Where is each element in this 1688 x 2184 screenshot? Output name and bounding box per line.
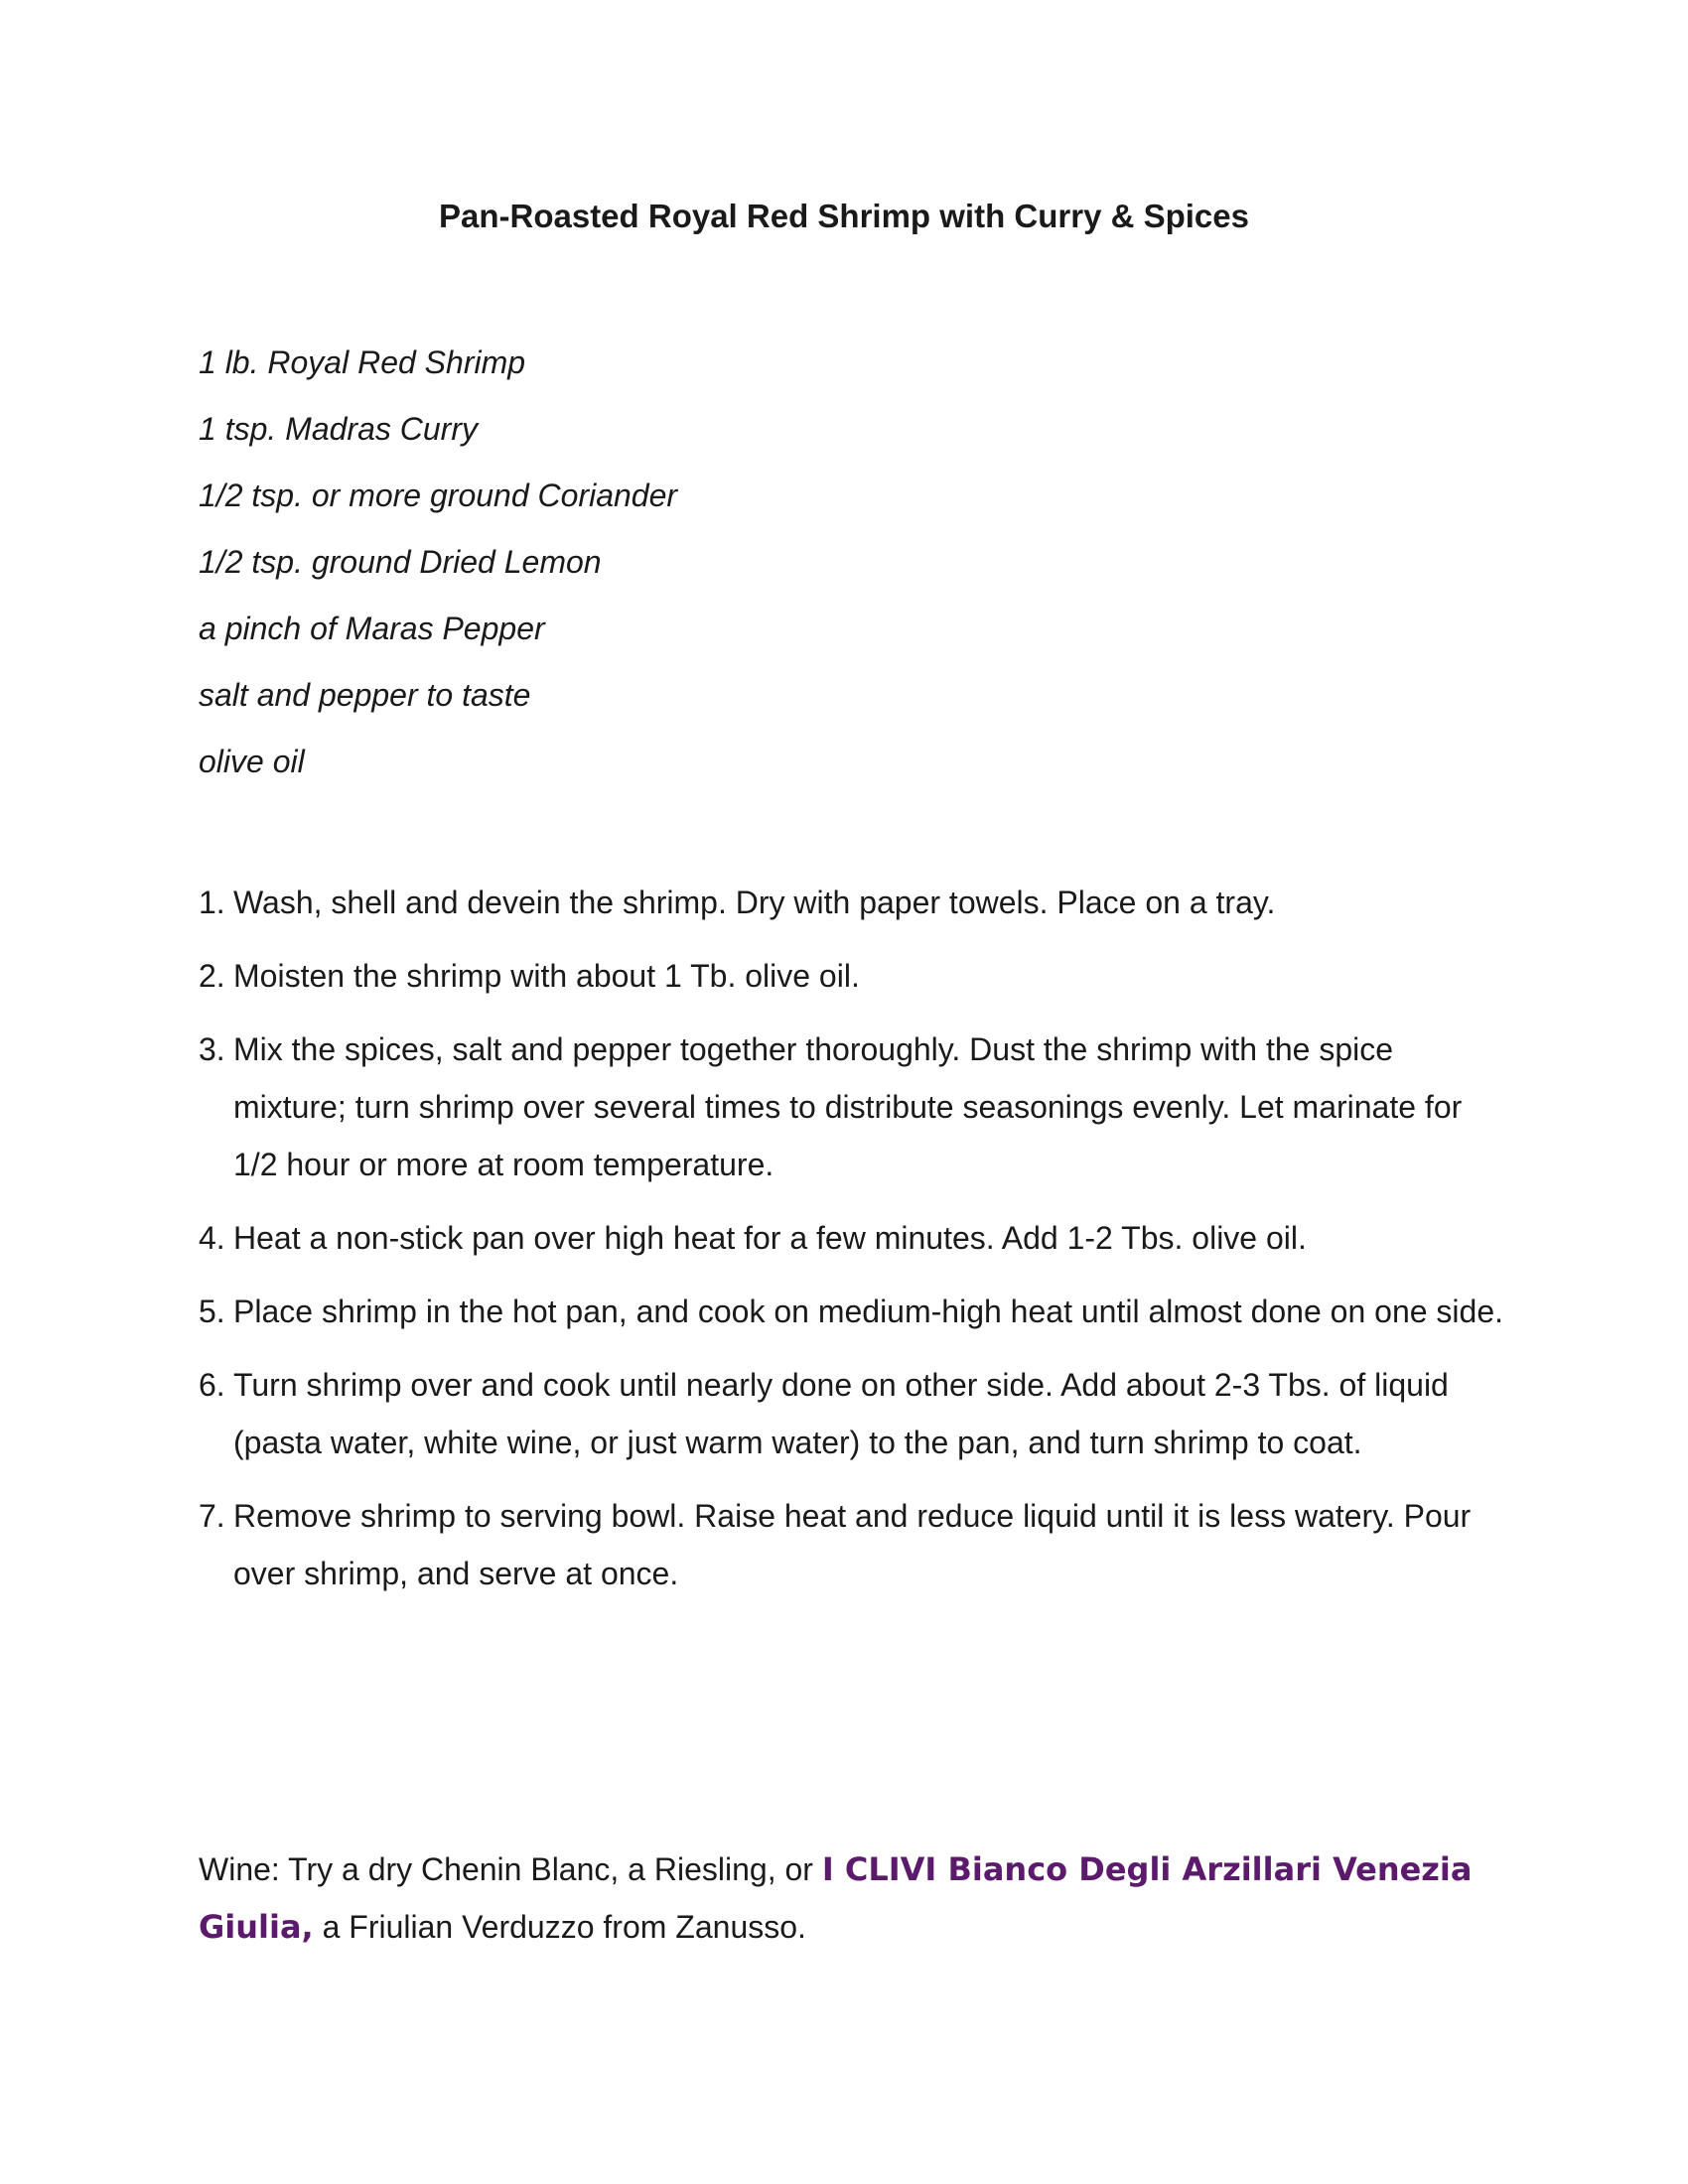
step-number: 7. [199, 1498, 225, 1534]
step-number: 3. [199, 1031, 225, 1067]
step-text: Wash, shell and devein the shrimp. Dry with paper towels. Place on a tray. [233, 885, 1276, 920]
ingredient-item: salt and pepper to taste [199, 677, 531, 713]
step-text: Remove shrimp to serving bowl. Raise heat and reduce liquid until it is less watery. Pour over shrimp, and serve at once. [233, 1498, 1472, 1591]
wine-suffix: a Friulian Verduzzo from Zanusso. [313, 1909, 806, 1945]
instruction-step [199, 1283, 1509, 1340]
step-text: Place shrimp in the hot pan, and cook on medium-high heat until almost done on one side. [233, 1294, 1504, 1329]
wine-prefix: Wine: Try a dry Chenin Blanc, a Riesling, or [199, 1851, 822, 1887]
ingredient-item: 1 lb. Royal Red Shrimp [199, 344, 526, 380]
step-number: 1. [199, 885, 225, 920]
instruction-step [199, 1021, 1509, 1193]
ingredient-item: 1/2 tsp. ground Dried Lemon [199, 544, 602, 580]
ingredient-item: 1/2 tsp. or more ground Coriander [199, 478, 678, 513]
wine-highlight: I CLIVI Bianco Degli Arzillari Venezia Giulia, [199, 1850, 1473, 1946]
ingredient-item: a pinch of Maras Pepper [199, 611, 545, 646]
step-number: 6. [199, 1367, 225, 1403]
step-text: Moisten the shrimp with about 1 Tb. olive oil. [233, 958, 860, 994]
step-number: 4. [199, 1220, 225, 1256]
step-number: 2. [199, 958, 225, 994]
step-text: Turn shrimp over and cook until nearly done on other side. Add about 2-3 Tbs. of liquid (pasta water, white wine, or just warm water) to the pan, and turn shrimp to coat. [233, 1367, 1449, 1460]
step-text: Heat a non-stick pan over high heat for a few minutes. Add 1-2 Tbs. olive oil. [233, 1220, 1307, 1256]
instruction-step [199, 1487, 1509, 1602]
ingredient-item: 1 tsp. Madras Curry [199, 411, 478, 447]
instruction-step [199, 874, 1509, 931]
instruction-step [199, 1356, 1509, 1471]
wine-pairing [199, 1841, 1489, 1956]
step-text: Mix the spices, salt and pepper together thoroughly. Dust the shrimp with the spice mixture; turn shrimp over several times to distribute seasonings evenly. Let marinate for 1/2 hour or more at room temperature. [233, 1031, 1463, 1182]
instruction-step [199, 947, 1509, 1005]
recipe-title: Pan-Roasted Royal Red Shrimp with Curry & Spices [438, 198, 1249, 234]
ingredient-list [199, 341, 1489, 806]
ingredient-item: olive oil [199, 744, 305, 779]
instruction-step [199, 1209, 1509, 1267]
step-number: 5. [199, 1294, 225, 1329]
instruction-list [199, 874, 1509, 1618]
